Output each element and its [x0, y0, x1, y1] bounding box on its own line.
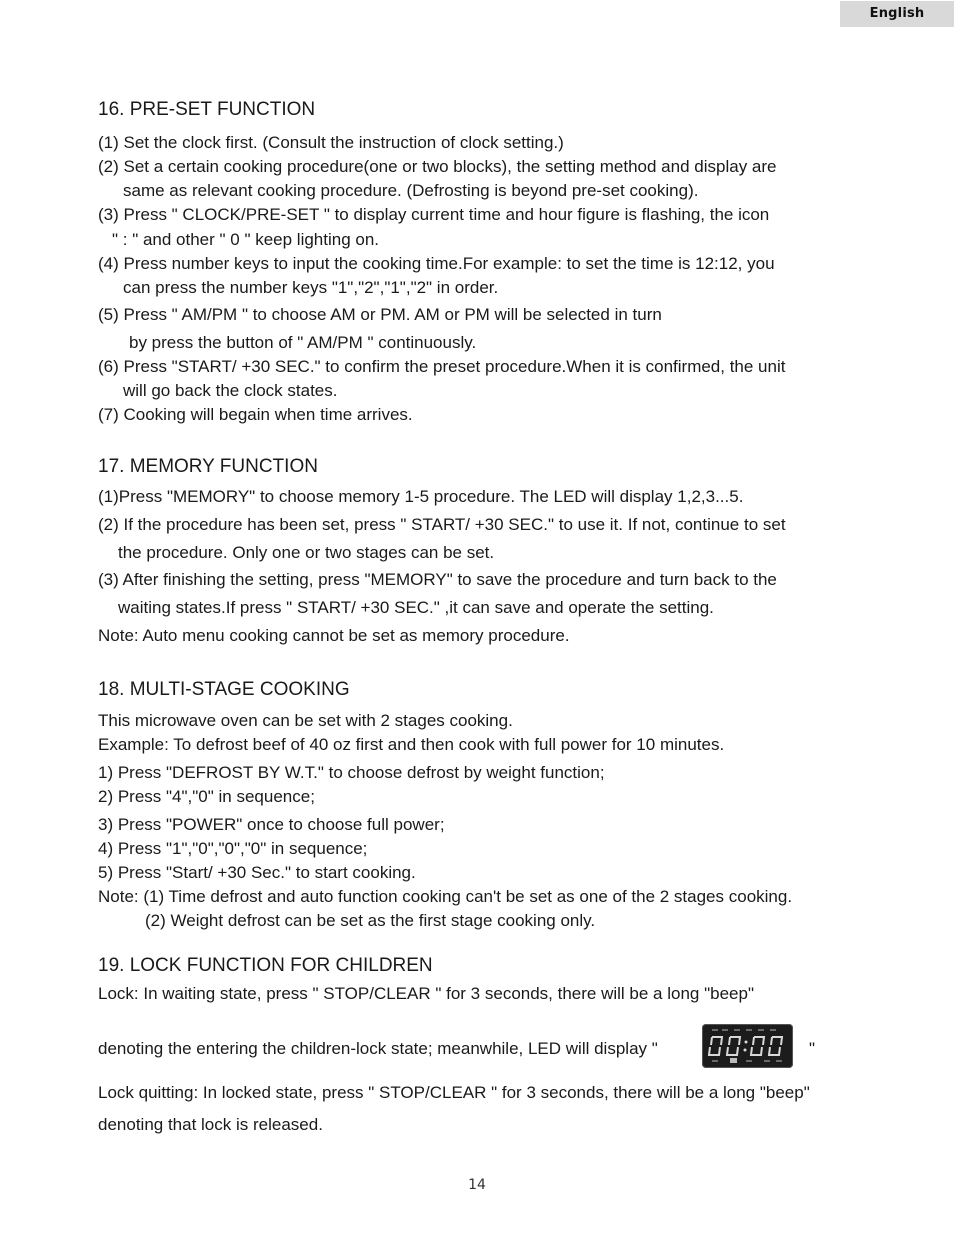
- section-heading-lock: 19. LOCK FUNCTION FOR CHILDREN: [98, 955, 433, 976]
- preset-line-12: (7) Cooking will begain when time arrives.: [98, 405, 413, 424]
- lock-line-3: Lock quitting: In locked state, press " STOP/CLEAR " for 3 seconds, there will be a long "beep": [98, 1083, 810, 1102]
- multistage-line-6: 4) Press "1","0","0","0" in sequence;: [98, 839, 368, 858]
- memory-line-5: waiting states.If press " START/ +30 SEC." ,it can save and operate the setting.: [118, 598, 714, 617]
- preset-line-2: (2) Set a certain cooking procedure(one or two blocks), the setting method and display are: [98, 157, 777, 176]
- lock-line-2: denoting the entering the children-lock state; meanwhile, LED will display ": [98, 1039, 658, 1058]
- led-digits-icon: [702, 1024, 793, 1068]
- preset-line-8: (5) Press " AM/PM " to choose AM or PM. AM or PM will be selected in turn: [98, 305, 662, 324]
- preset-line-4: (3) Press " CLOCK/PRE-SET " to display current time and hour figure is flashing, the icon: [98, 205, 770, 224]
- multistage-line-7: 5) Press "Start/ +30 Sec." to start cooking.: [98, 863, 416, 882]
- memory-line-4: (3) After finishing the setting, press "MEMORY" to save the procedure and turn back to the: [98, 570, 777, 589]
- preset-line-10: (6) Press "START/ +30 SEC." to confirm the preset procedure.When it is confirmed, the unit: [98, 357, 786, 376]
- lock-line-1: Lock: In waiting state, press " STOP/CLEAR " for 3 seconds, there will be a long "beep": [98, 984, 754, 1003]
- language-tab: English: [840, 1, 954, 27]
- memory-line-3: the procedure. Only one or two stages can be set.: [118, 543, 495, 562]
- memory-line-6: Note: Auto menu cooking cannot be set as memory procedure.: [98, 626, 570, 645]
- preset-line-1: (1) Set the clock first. (Consult the instruction of clock setting.): [98, 133, 564, 152]
- section-heading-preset: 16. PRE-SET FUNCTION: [98, 99, 316, 120]
- multistage-line-2: Example: To defrost beef of 40 oz first and then cook with full power for 10 minutes.: [98, 735, 725, 754]
- multistage-line-8: Note: (1) Time defrost and auto function cooking can't be set as one of the 2 stages cooking.: [98, 887, 793, 906]
- lock-line-quote-close: ": [809, 1039, 816, 1058]
- multistage-line-9: (2) Weight defrost can be set as the first stage cooking only.: [145, 911, 596, 930]
- multistage-line-3: 1) Press "DEFROST BY W.T." to choose defrost by weight function;: [98, 763, 605, 782]
- led-display-image: [702, 1024, 793, 1068]
- preset-line-9: by press the button of " AM/PM " continuously.: [129, 333, 477, 352]
- memory-line-2: (2) If the procedure has been set, press " START/ +30 SEC." to use it. If not, continue to set: [98, 515, 786, 534]
- multistage-line-4: 2) Press "4","0" in sequence;: [98, 787, 315, 806]
- preset-line-11: will go back the clock states.: [123, 381, 338, 400]
- multistage-line-5: 3) Press "POWER" once to choose full power;: [98, 815, 445, 834]
- preset-line-6: (4) Press number keys to input the cooking time.For example: to set the time is 12:12, you: [98, 254, 775, 273]
- memory-line-1: (1)Press "MEMORY" to choose memory 1-5 procedure. The LED will display 1,2,3...5.: [98, 487, 744, 506]
- section-heading-multistage: 18. MULTI-STAGE COOKING: [98, 679, 350, 700]
- preset-line-3: same as relevant cooking procedure. (Defrosting is beyond pre-set cooking).: [123, 181, 699, 200]
- preset-line-5: " : " and other " 0 " keep lighting on.: [112, 230, 380, 249]
- page-number: 14: [468, 1177, 486, 1193]
- multistage-line-1: This microwave oven can be set with 2 stages cooking.: [98, 711, 513, 730]
- lock-line-4: denoting that lock is released.: [98, 1115, 323, 1134]
- section-heading-memory: 17. MEMORY FUNCTION: [98, 456, 318, 477]
- preset-line-7: can press the number keys "1","2","1","2" in order.: [123, 278, 499, 297]
